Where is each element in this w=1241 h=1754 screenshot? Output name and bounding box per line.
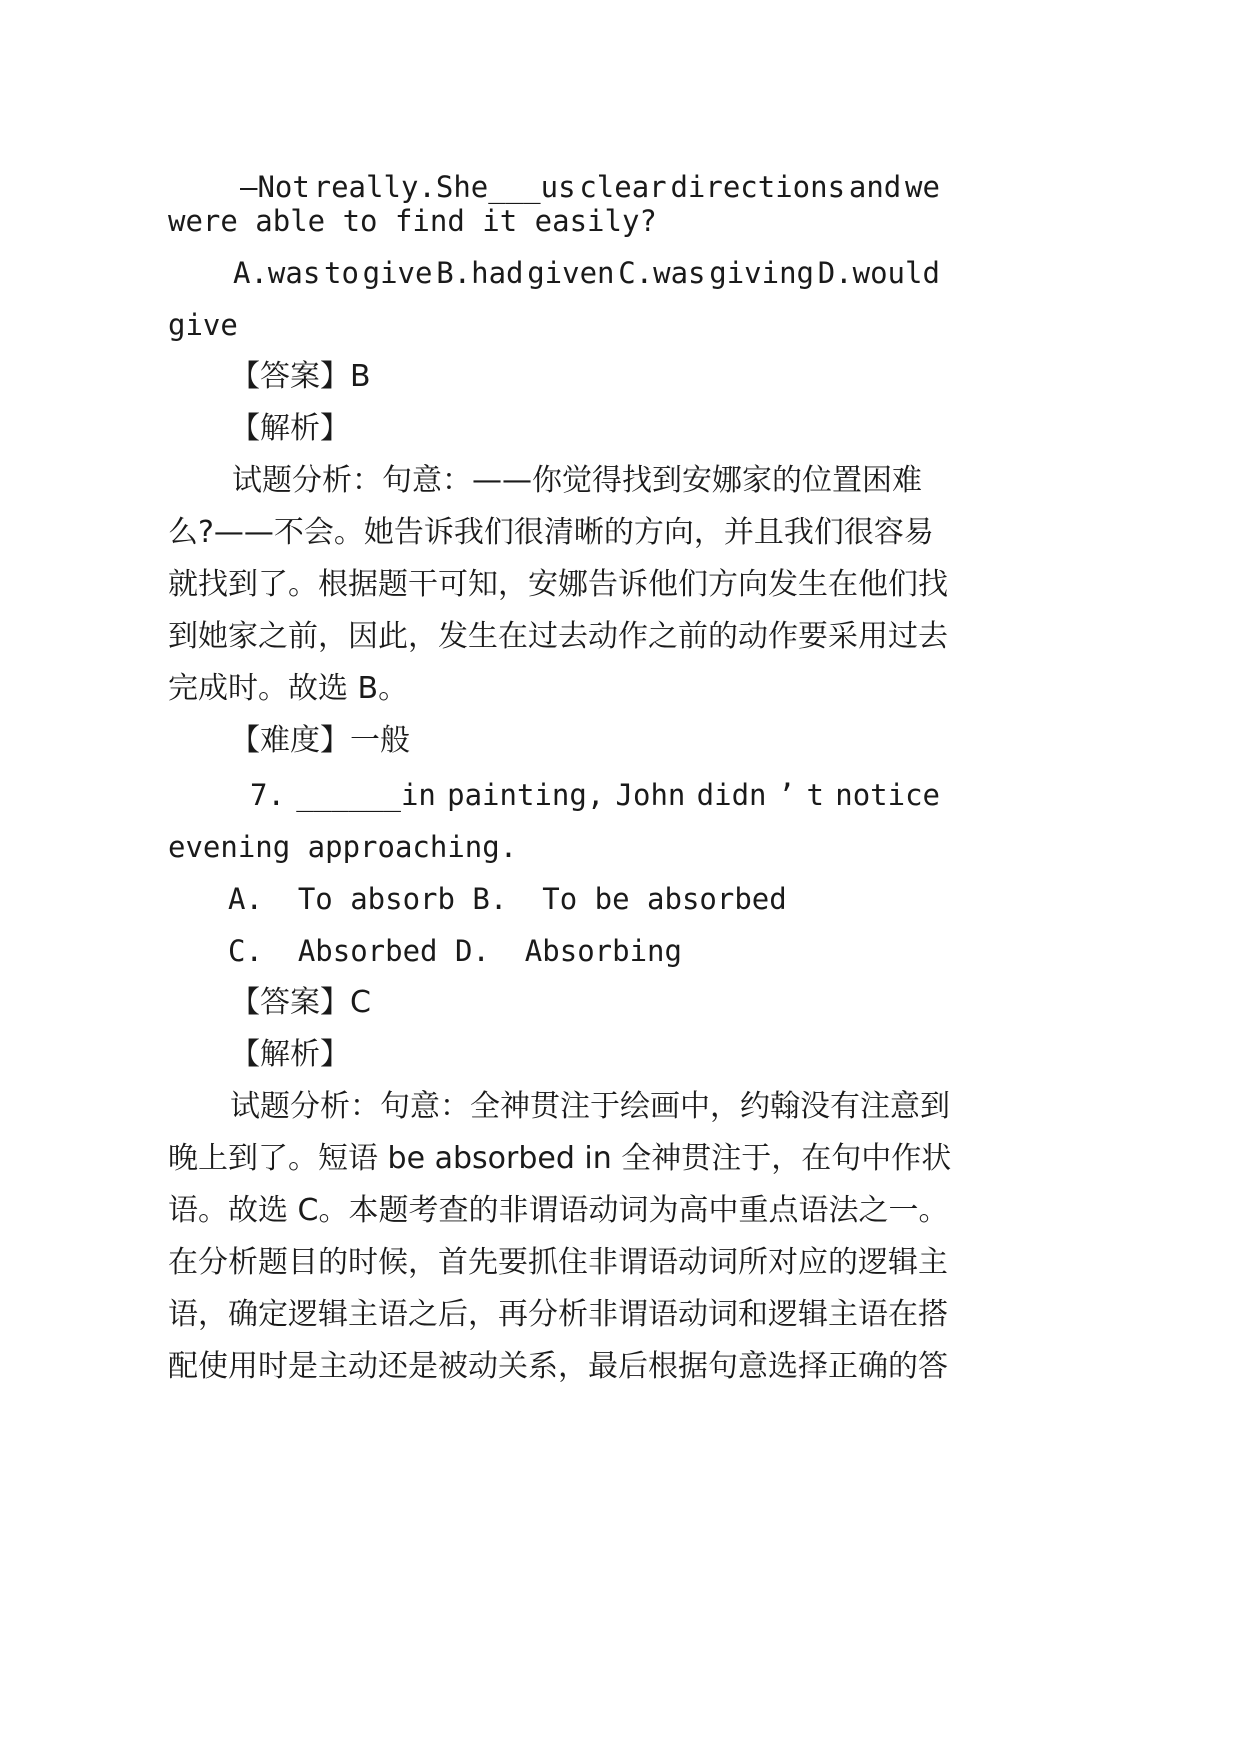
q6-analysis-line: 就找到了。根据题干可知，安娜告诉他们方向发生在他们找 <box>168 567 948 602</box>
q7-analysis-line: 晚上到了。短语 be absorbed in 全神贯注于，在句中作状 <box>168 1141 952 1176</box>
q7-stem-line1: 7. ______in painting, John didn ’ t notice <box>250 778 940 812</box>
q7-analysis-line: 配使用时是主动还是被动关系，最后根据句意选择正确的答 <box>168 1349 948 1384</box>
q6-stem-line1: —Not really.She___us clear directions and we <box>240 170 940 204</box>
q7-analysis-heading: 【解析】 <box>230 1037 350 1072</box>
q7-options-line2: C. Absorbed D. Absorbing <box>228 934 682 968</box>
q6-analysis-line: 到她家之前，因此，发生在过去动作之前的动作要采用过去 <box>168 619 948 654</box>
q6-analysis-line: 完成时。故选 B。 <box>168 671 409 706</box>
q6-analysis-heading: 【解析】 <box>230 411 350 446</box>
q7-analysis-line: 试题分析：句意：全神贯注于绘画中，约翰没有注意到 <box>230 1089 950 1124</box>
q6-options-line2: give <box>168 308 238 342</box>
q6-options-line1: A.was to give B.had given C.was giving D.would <box>233 256 940 290</box>
q6-difficulty: 【难度】一般 <box>230 723 410 758</box>
q7-analysis-line: 语，确定逻辑主语之后，再分析非谓语动词和逻辑主语在搭 <box>168 1297 948 1332</box>
q7-stem-line2: evening approaching. <box>168 830 518 864</box>
q6-analysis-line: 么?——不会。她告诉我们很清晰的方向，并且我们很容易 <box>168 515 934 550</box>
q7-analysis-line: 语。故选 C。本题考查的非谓语动词为高中重点语法之一。 <box>168 1193 949 1228</box>
q7-answer: 【答案】C <box>230 985 371 1020</box>
q7-options-line1: A. To absorb B. To be absorbed <box>228 882 787 916</box>
q6-answer: 【答案】B <box>230 359 371 394</box>
q6-analysis-line: 试题分析：句意：——你觉得找到安娜家的位置困难 <box>232 463 922 498</box>
q7-analysis-line: 在分析题目的时候，首先要抓住非谓语动词所对应的逻辑主 <box>168 1245 948 1280</box>
q6-stem-line2: were able to find it easily? <box>168 204 657 238</box>
